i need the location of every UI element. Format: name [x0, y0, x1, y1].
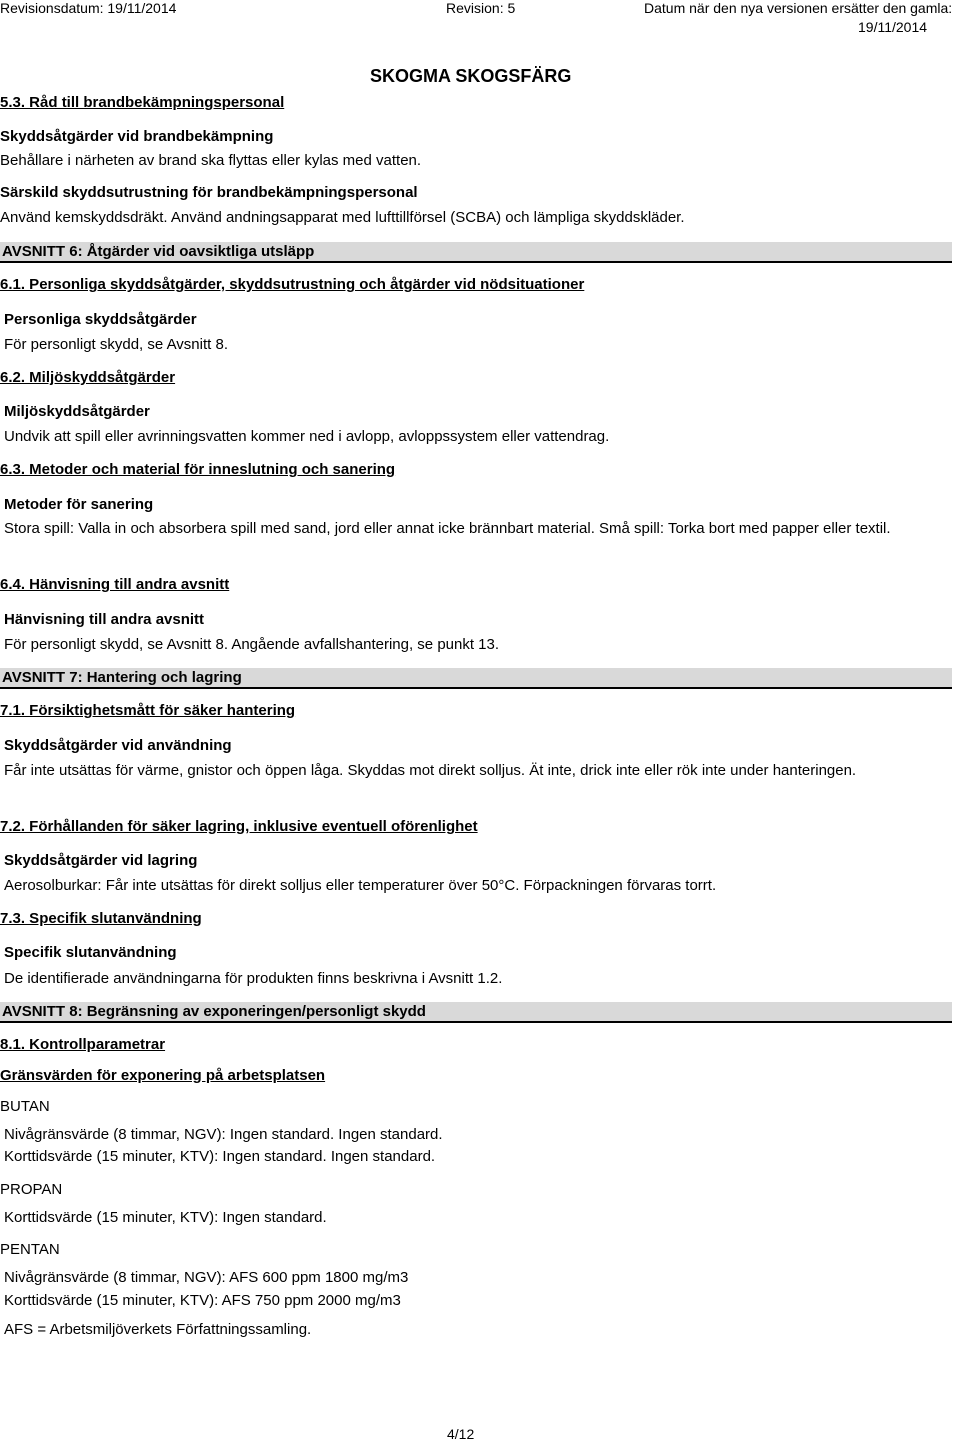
- personal-precautions-label: Personliga skyddsåtgärder: [4, 311, 197, 328]
- propan-name: PROPAN: [0, 1181, 63, 1198]
- storage-measures-text: Aerosolburkar: Får inte utsättas för direkt solljus eller temperaturer över 50°C. Förpackningen förvaras torrt.: [4, 877, 717, 894]
- section-7-title: AVSNITT 7: Hantering och lagring: [2, 669, 242, 686]
- environmental-precautions-label: Miljöskyddsåtgärder: [4, 403, 150, 420]
- reference-sections-label: Hänvisning till andra avsnitt: [4, 611, 205, 628]
- section-6-3-heading: 6.3. Metoder och material för inneslutning och sanering: [0, 461, 396, 478]
- product-name: SKOGMA SKOGSFÄRG: [370, 66, 572, 86]
- supersedes-date: 19/11/2014: [858, 19, 928, 35]
- reference-sections-text: För personligt skydd, se Avsnitt 8. Angående avfallshantering, se punkt 13.: [4, 636, 500, 653]
- specific-end-use-text: De identifierade användningarna för produkten finns beskrivna i Avsnitt 1.2.: [4, 970, 503, 987]
- section-5-3-heading: 5.3. Råd till brandbekämpningspersonal: [0, 94, 285, 111]
- storage-measures-label: Skyddsåtgärder vid lagring: [4, 852, 198, 869]
- revision-date: Revisionsdatum: 19/11/2014: [0, 0, 177, 16]
- section-8-title: AVSNITT 8: Begränsning av exponeringen/personligt skydd: [2, 1003, 426, 1020]
- pentan-name: PENTAN: [0, 1241, 60, 1258]
- section-8-bar: [0, 1002, 952, 1023]
- cleanup-methods-label: Metoder för sanering: [4, 496, 154, 513]
- section-6-bar: [0, 242, 952, 263]
- butan-ngv: Nivågränsvärde (8 timmar, NGV): Ingen standard. Ingen standard.: [4, 1126, 443, 1143]
- section-6-2-heading: 6.2. Miljöskyddsåtgärder: [0, 369, 176, 386]
- protective-equipment-text: Använd kemskyddsdräkt. Använd andningsapparat med lufttillförsel (SCBA) och lämpliga skyddskläder.: [0, 209, 685, 226]
- revision-number: Revision: 5: [446, 0, 516, 16]
- butan-name: BUTAN: [0, 1098, 50, 1115]
- section-6-4-heading: 6.4. Hänvisning till andra avsnitt: [0, 576, 230, 593]
- cleanup-methods-text: Stora spill: Valla in och absorbera spill med sand, jord eller annat icke brännbart material. Små spill: Torka bort med papper eller textil.: [4, 520, 891, 537]
- exposure-limits-heading: Gränsvärden för exponering på arbetsplatsen: [0, 1067, 326, 1084]
- protective-equipment-label: Särskild skyddsutrustning för brandbekämpningspersonal: [0, 184, 418, 201]
- firefighting-measures-text: Behållare i närheten av brand ska flyttas eller kylas med vatten.: [0, 152, 422, 169]
- propan-ktv: Korttidsvärde (15 minuter, KTV): Ingen standard.: [4, 1209, 327, 1226]
- section-6-title: AVSNITT 6: Åtgärder vid oavsiktliga utsläpp: [2, 243, 315, 260]
- supersedes-label: Datum när den nya versionen ersätter den gamla:: [644, 0, 953, 16]
- specific-end-use-label: Specifik slutanvändning: [4, 944, 177, 961]
- personal-precautions-text: För personligt skydd, se Avsnitt 8.: [4, 336, 228, 353]
- handling-measures-text: Får inte utsättas för värme, gnistor och öppen låga. Skyddas mot direkt solljus. Ät inte, drick inte eller rök inte under hanteringen.: [4, 762, 857, 779]
- page-number: 4/12: [447, 1426, 475, 1442]
- section-6-1-heading: 6.1. Personliga skyddsåtgärder, skyddsutrustning och åtgärder vid nödsituationer: [0, 276, 585, 293]
- firefighting-measures-label: Skyddsåtgärder vid brandbekämpning: [0, 128, 274, 145]
- section-7-3-heading: 7.3. Specifik slutanvändning: [0, 910, 202, 927]
- section-8-1-heading: 8.1. Kontrollparametrar: [0, 1036, 166, 1053]
- butan-ktv: Korttidsvärde (15 minuter, KTV): Ingen standard. Ingen standard.: [4, 1148, 436, 1165]
- afs-note: AFS = Arbetsmiljöverkets Författningssamling.: [4, 1321, 312, 1338]
- pentan-ktv: Korttidsvärde (15 minuter, KTV): AFS 750 ppm 2000 mg/m3: [4, 1292, 401, 1309]
- section-7-2-heading: 7.2. Förhållanden för säker lagring, inklusive eventuell oförenlighet: [0, 818, 478, 835]
- pentan-ngv: Nivågränsvärde (8 timmar, NGV): AFS 600 ppm 1800 mg/m3: [4, 1269, 409, 1286]
- section-7-bar: [0, 668, 952, 689]
- handling-measures-label: Skyddsåtgärder vid användning: [4, 737, 232, 754]
- section-7-1-heading: 7.1. Försiktighetsmått för säker hantering: [0, 702, 296, 719]
- environmental-precautions-text: Undvik att spill eller avrinningsvatten kommer ned i avlopp, avloppssystem eller vattendrag.: [4, 428, 610, 445]
